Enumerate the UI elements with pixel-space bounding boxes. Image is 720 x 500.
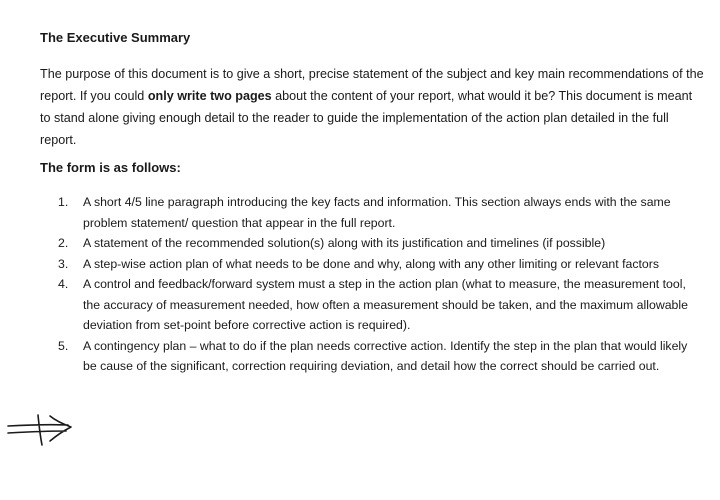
hand-drawn-arrow-icon [6, 412, 74, 446]
list-item [58, 336, 703, 377]
list-item [58, 254, 703, 275]
list-item-number: 1. [58, 195, 69, 209]
form-heading: The form is as follows: [40, 160, 181, 175]
intro-paragraph [40, 63, 705, 151]
list-item [58, 233, 703, 254]
list-item-text: A step-wise action plan of what needs to be done and why, along with any other limiting or relevant factors [83, 256, 660, 271]
intro-bold-phrase: only write two pages [147, 89, 272, 103]
list-item [58, 274, 703, 336]
list-item-number: 5. [58, 338, 69, 353]
list-item-text: A control and feedback/forward system must a step in the action plan (what to measure, the measurement tool, the accuracy of measurement needed, how often a measurement should be taken, and the maximum allowable deviation from set-point before corrective action is required). [83, 277, 688, 332]
list-item-number: 3. [58, 256, 69, 271]
list-item-number: 2. [58, 236, 69, 250]
list-item [58, 192, 703, 233]
form-list [58, 192, 703, 377]
intro-text-end: about the content of your report, what would it be? This document is meant to stand alone giving enough detail to the reader to guide the implementation of the action plan detailed in the full report. [40, 89, 693, 147]
list-item-text: A short 4/5 line paragraph introducing the key facts and information. This section always ends with the same problem statement/ question that appear in the full report. [83, 195, 671, 230]
intro-text-start: The purpose of this document is to give a short, precise statement of the subject and key main recommendations of the report. If you could [40, 67, 704, 103]
document-title: The Executive Summary [40, 30, 191, 45]
list-item-text: A statement of the recommended solution(s) along with its justification and timelines (if possible) [83, 236, 606, 250]
list-item-number: 4. [58, 277, 69, 291]
list-item-text: A contingency plan – what to do if the plan needs corrective action. Identify the step in the plan that would likely be cause of the significant, correction requiring deviation, and detail how the correct should be carried out. [83, 338, 688, 373]
